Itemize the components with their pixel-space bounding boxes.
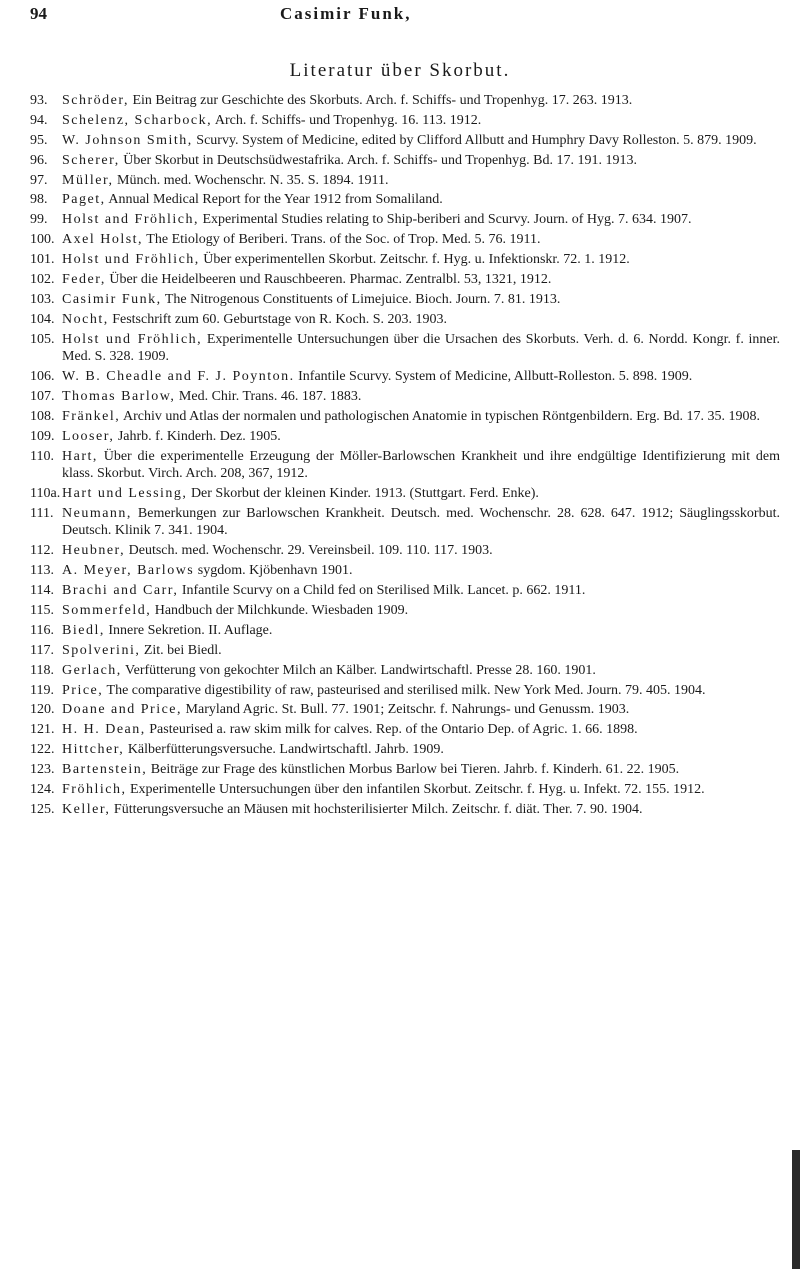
reference-author: Spolverini, <box>62 642 141 658</box>
reference-author: Axel Holst, <box>62 232 144 248</box>
reference-number: 111. <box>30 505 54 521</box>
reference-author: Heubner, <box>62 543 126 559</box>
reference-number: 123. <box>30 762 55 778</box>
reference-author: Fröhlich, <box>62 782 127 797</box>
reference-entry <box>30 388 780 406</box>
reference-entry <box>30 251 780 269</box>
reference-number: 108. <box>30 408 55 424</box>
reference-text: Münch. med. Wochenschr. N. 35. S. 1894. 1911. <box>113 172 389 188</box>
reference-entry <box>30 582 780 600</box>
reference-number: 113. <box>30 563 54 579</box>
reference-number: 110. <box>30 448 54 464</box>
reference-text: Über die experimentelle Erzeugung der Möller-Barlowschen Krankheit und ihre endgültige Identifizierung mit dem klass. Skorbut. Virch. Arch. 208, 367, 1912. <box>62 448 780 482</box>
reference-number: 106. <box>30 369 55 385</box>
reference-number: 124. <box>30 782 55 797</box>
reference-number: 96. <box>30 152 48 168</box>
reference-text: The Etiology of Beriberi. Trans. of the Soc. of Trop. Med. 5. 76. 1911. <box>143 232 541 248</box>
reference-author: H. H. Dean, <box>62 722 146 738</box>
reference-text: Zit. bei Biedl. <box>140 642 222 658</box>
reference-entry <box>30 485 780 503</box>
reference-author: Holst and Fröhlich, <box>62 212 199 228</box>
reference-entry <box>30 311 780 329</box>
reference-author: W. Johnson Smith, <box>62 132 193 148</box>
reference-author: Keller, <box>62 801 111 817</box>
reference-entry <box>30 542 780 560</box>
reference-entry <box>30 602 780 620</box>
reference-entry <box>30 721 780 739</box>
reference-entry <box>30 448 780 483</box>
reference-text: Kälberfütterungsversuche. Landwirtschaftl. Jahrb. 1909. <box>124 742 444 758</box>
reference-author: Neumann, <box>62 505 132 521</box>
reference-text: Ein Beitrag zur Geschichte des Skorbuts. Arch. f. Schiffs- und Tropenhyg. 17. 263. 1913. <box>128 93 633 108</box>
reference-text: Annual Medical Report for the Year 1912 from Somaliland. <box>105 192 443 208</box>
reference-entry <box>30 172 780 190</box>
reference-text: Festschrift zum 60. Geburtstage von R. Koch. S. 203. 1903. <box>108 311 448 327</box>
reference-number: 97. <box>30 172 48 188</box>
reference-number: 121. <box>30 722 55 738</box>
reference-text: Experimental Studies relating to Ship-beriberi and Scurvy. Journ. of Hyg. 7. 634. 1907. <box>199 212 692 228</box>
reference-number: 93. <box>30 93 48 108</box>
reference-entry <box>30 505 780 540</box>
reference-number: 95. <box>30 132 48 148</box>
reference-entry <box>30 428 780 446</box>
reference-text: Experimentelle Untersuchungen über die Ursachen des Skorbuts. Verh. d. 6. Nordd. Kongr. f. inner. Med. S. 328. 1909. <box>62 331 781 365</box>
reference-author: Holst und Fröhlich, <box>62 252 200 268</box>
reference-text: Jahrb. f. Kinderh. Dez. 1905. <box>114 428 281 444</box>
reference-text: Archiv und Atlas der normalen und pathologischen Anatomie in typischen Röntgenbildern. Erg. Bd. 17. 35. 1908. <box>120 408 761 424</box>
reference-text: Über Skorbut in Deutschsüdwestafrika. Arch. f. Schiffs- und Tropenhyg. Bd. 17. 191. 1913. <box>119 152 638 168</box>
reference-entry <box>30 682 780 700</box>
reference-author: Looser, <box>62 428 115 444</box>
reference-number: 112. <box>30 543 54 559</box>
reference-text: The Nitrogenous Constituents of Limejuice. Bioch. Journ. 7. 81. 1913. <box>161 291 561 307</box>
reference-entry <box>30 331 780 366</box>
reference-text: The comparative digestibility of raw, pasteurised and sterilised milk. New York Med. Journ. 79. 405. 1904. <box>103 682 706 698</box>
reference-number: 119. <box>30 682 54 698</box>
reference-number: 104. <box>30 311 55 327</box>
reference-author: Fränkel, <box>62 408 121 424</box>
reference-entry <box>30 152 780 170</box>
reference-number: 98. <box>30 192 48 208</box>
reference-text: Fütterungsversuche an Mäusen mit hochsterilisierter Milch. Zeitschr. f. diät. Ther. 7. 90. 1904. <box>110 801 643 817</box>
reference-number: 115. <box>30 602 54 618</box>
reference-entry <box>30 741 780 759</box>
reference-list <box>30 92 780 821</box>
reference-author: Holst und Fröhlich, <box>62 331 203 347</box>
reference-text: Verfütterung von gekochter Milch an Kälber. Landwirtschaftl. Presse 28. 160. 1901. <box>121 662 596 678</box>
reference-number: 117. <box>30 642 54 658</box>
reference-author: Scherer, <box>62 152 120 168</box>
reference-number: 120. <box>30 702 55 718</box>
reference-author: Sommerfeld, <box>62 602 152 618</box>
reference-author: Gerlach, <box>62 662 122 678</box>
reference-text: Infantile Scurvy on a Child fed on Sterilised Milk. Lancet. p. 662. 1911. <box>178 583 586 599</box>
reference-author: Brachi and Carr, <box>62 583 179 599</box>
reference-number: 101. <box>30 252 55 268</box>
reference-text: Pasteurised a. raw skim milk for calves. Rep. of the Ontario Dep. of Agric. 1. 66. 1898. <box>145 722 638 738</box>
reference-number: 116. <box>30 622 54 638</box>
running-head <box>30 4 770 26</box>
reference-entry <box>30 132 780 150</box>
reference-number: 94. <box>30 112 48 128</box>
reference-number: 107. <box>30 388 55 404</box>
reference-entry <box>30 781 780 799</box>
reference-author: Casimir Funk, <box>62 291 162 307</box>
reference-entry <box>30 368 780 386</box>
reference-author: W. B. Cheadle and F. J. Poynton. <box>62 369 295 385</box>
reference-number: 114. <box>30 583 54 599</box>
reference-text: Infantile Scurvy. System of Medicine, Allbutt-Rolleston. 5. 898. 1909. <box>294 369 693 385</box>
reference-text: Über experimentellen Skorbut. Zeitschr. f. Hyg. u. Infektionskr. 72. 1. 1912. <box>199 252 630 268</box>
reference-text: Arch. f. Schiffs- und Tropenhyg. 16. 113. 1912. <box>212 112 482 128</box>
reference-author: Price, <box>62 682 104 698</box>
reference-number: 122. <box>30 742 55 758</box>
reference-entry <box>30 211 780 229</box>
reference-author: Hart, <box>62 448 98 464</box>
reference-entry <box>30 92 780 110</box>
reference-author: Hittcher, <box>62 742 125 758</box>
reference-text: Scurvy. System of Medicine, edited by Clifford Allbutt and Humphry Davy Rolleston. 5. 879. 1909. <box>192 132 757 148</box>
reference-text: Über die Heidelbeeren und Rauschbeeren. Pharmac. Zentralbl. 53, 1321, 1912. <box>105 272 552 288</box>
reference-author: Nocht, <box>62 311 109 327</box>
reference-entry <box>30 231 780 249</box>
reference-author: Hart und Lessing, <box>62 486 188 502</box>
reference-text: Maryland Agric. St. Bull. 77. 1901; Zeitschr. f. Nahrungs- und Genussm. 1903. <box>182 702 630 718</box>
reference-author: Bartenstein, <box>62 762 148 778</box>
reference-entry <box>30 801 780 819</box>
reference-number: 102. <box>30 272 55 288</box>
reference-text: Med. Chir. Trans. 46. 187. 1883. <box>175 388 362 404</box>
page-number: 94 <box>30 4 47 23</box>
reference-author: Doane and Price, <box>62 702 183 718</box>
reference-entry <box>30 271 780 289</box>
reference-number: 110a. <box>30 486 61 502</box>
scan-edge-mark <box>792 1150 800 1269</box>
reference-entry <box>30 622 780 640</box>
running-title: Casimir Funk, <box>280 4 412 23</box>
reference-author: A. Meyer, Barlows <box>62 563 195 579</box>
reference-entry <box>30 642 780 660</box>
reference-author: Schelenz, Scharbock, <box>62 112 213 128</box>
reference-author: Thomas Barlow, <box>62 388 176 404</box>
section-title: Literatur über Skorbut. <box>289 60 511 81</box>
reference-entry <box>30 191 780 209</box>
reference-number: 105. <box>30 331 55 347</box>
reference-text: Handbuch der Milchkunde. Wiesbaden 1909. <box>151 602 409 618</box>
reference-entry <box>30 112 780 130</box>
reference-number: 118. <box>30 662 54 678</box>
reference-entry <box>30 662 780 680</box>
reference-number: 100. <box>30 232 55 248</box>
reference-number: 125. <box>30 801 55 817</box>
reference-text: Beiträge zur Frage des künstlichen Morbus Barlow bei Tieren. Jahrb. f. Kinderh. 61. 22. 1905. <box>147 762 680 778</box>
reference-number: 99. <box>30 212 48 228</box>
reference-entry <box>30 291 780 309</box>
reference-number: 109. <box>30 428 55 444</box>
reference-text: Experimentelle Untersuchungen über den infantilen Skorbut. Zeitschr. f. Hyg. u. Infekt. 72. 155. 1912. <box>126 782 705 797</box>
reference-author: Feder, <box>62 272 106 288</box>
reference-text: sygdom. Kjöbenhavn 1901. <box>194 563 353 579</box>
reference-author: Müller, <box>62 172 114 188</box>
reference-entry <box>30 761 780 779</box>
reference-entry <box>30 562 780 580</box>
reference-text: Innere Sekretion. II. Auflage. <box>104 622 273 638</box>
reference-number: 103. <box>30 291 55 307</box>
reference-author: Paget, <box>62 192 106 208</box>
reference-entry <box>30 408 780 426</box>
reference-text: Bemerkungen zur Barlowschen Krankheit. Deutsch. med. Wochenschr. 28. 628. 647. 1912; Säuglingsskorbut. Deutsch. Klinik 7. 341. 1904. <box>62 505 780 539</box>
reference-text: Deutsch. med. Wochenschr. 29. Vereinsbeil. 109. 110. 117. 1903. <box>125 543 493 559</box>
reference-author: Biedl, <box>62 622 105 638</box>
reference-text: Der Skorbut der kleinen Kinder. 1913. (Stuttgart. Ferd. Enke). <box>187 486 539 502</box>
reference-entry <box>30 701 780 719</box>
reference-author: Schröder, <box>62 93 129 108</box>
